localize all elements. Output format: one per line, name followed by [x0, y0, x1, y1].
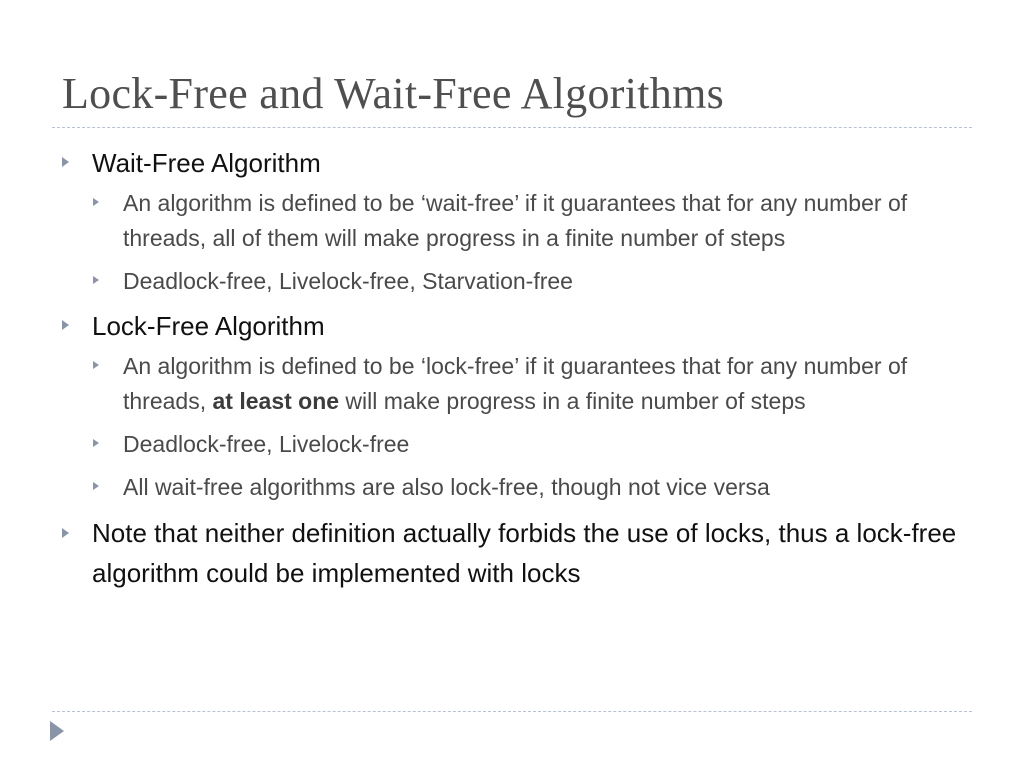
sub-point-text	[123, 353, 907, 414]
note-point	[62, 513, 962, 593]
bullet-icon	[93, 361, 99, 369]
sub-point-text: All wait-free algorithms are also lock-free, though not vice versa	[123, 474, 770, 500]
bullet-icon	[93, 482, 99, 490]
section-lock-free	[62, 307, 962, 505]
section-heading	[62, 144, 962, 182]
bullet-icon	[62, 320, 69, 330]
slide-title: Lock-Free and Wait-Free Algorithms	[62, 69, 725, 118]
slide-content	[62, 144, 962, 593]
footer-divider	[52, 711, 972, 712]
sub-point-text: Deadlock-free, Livelock-free, Starvation-free	[123, 268, 573, 294]
emphasis-text: at least one	[212, 388, 340, 414]
sub-point	[93, 186, 962, 256]
bullet-icon	[93, 276, 99, 284]
sub-point	[93, 349, 962, 419]
sub-point-text: An algorithm is defined to be ‘wait-free’ if it guarantees that for any number of threads, all of them will make progress in a finite number of steps	[123, 190, 908, 251]
sub-point	[93, 427, 962, 462]
sub-point	[93, 264, 962, 299]
section-wait-free	[62, 144, 962, 299]
bullet-icon	[93, 198, 99, 206]
section-heading	[62, 307, 962, 345]
sub-point-text: Deadlock-free, Livelock-free	[123, 431, 410, 457]
title-divider	[52, 127, 972, 128]
sub-point-text-after: will make progress in a finite number of steps	[339, 388, 806, 414]
sub-point	[93, 470, 962, 505]
section-heading-text: Lock-Free Algorithm	[92, 311, 325, 341]
note-text: Note that neither definition actually forbids the use of locks, thus a lock-free algorithm could be implemented with locks	[92, 518, 957, 588]
sub-point-text-before: An algorithm is defined to be ‘lock-free’ if it guarantees that for any number of threads,	[123, 353, 908, 414]
section-heading-text: Wait-Free Algorithm	[92, 148, 321, 178]
bullet-icon	[93, 439, 99, 447]
bullet-icon	[62, 528, 69, 538]
next-slide-icon[interactable]	[50, 721, 64, 741]
bullet-icon	[62, 157, 69, 167]
